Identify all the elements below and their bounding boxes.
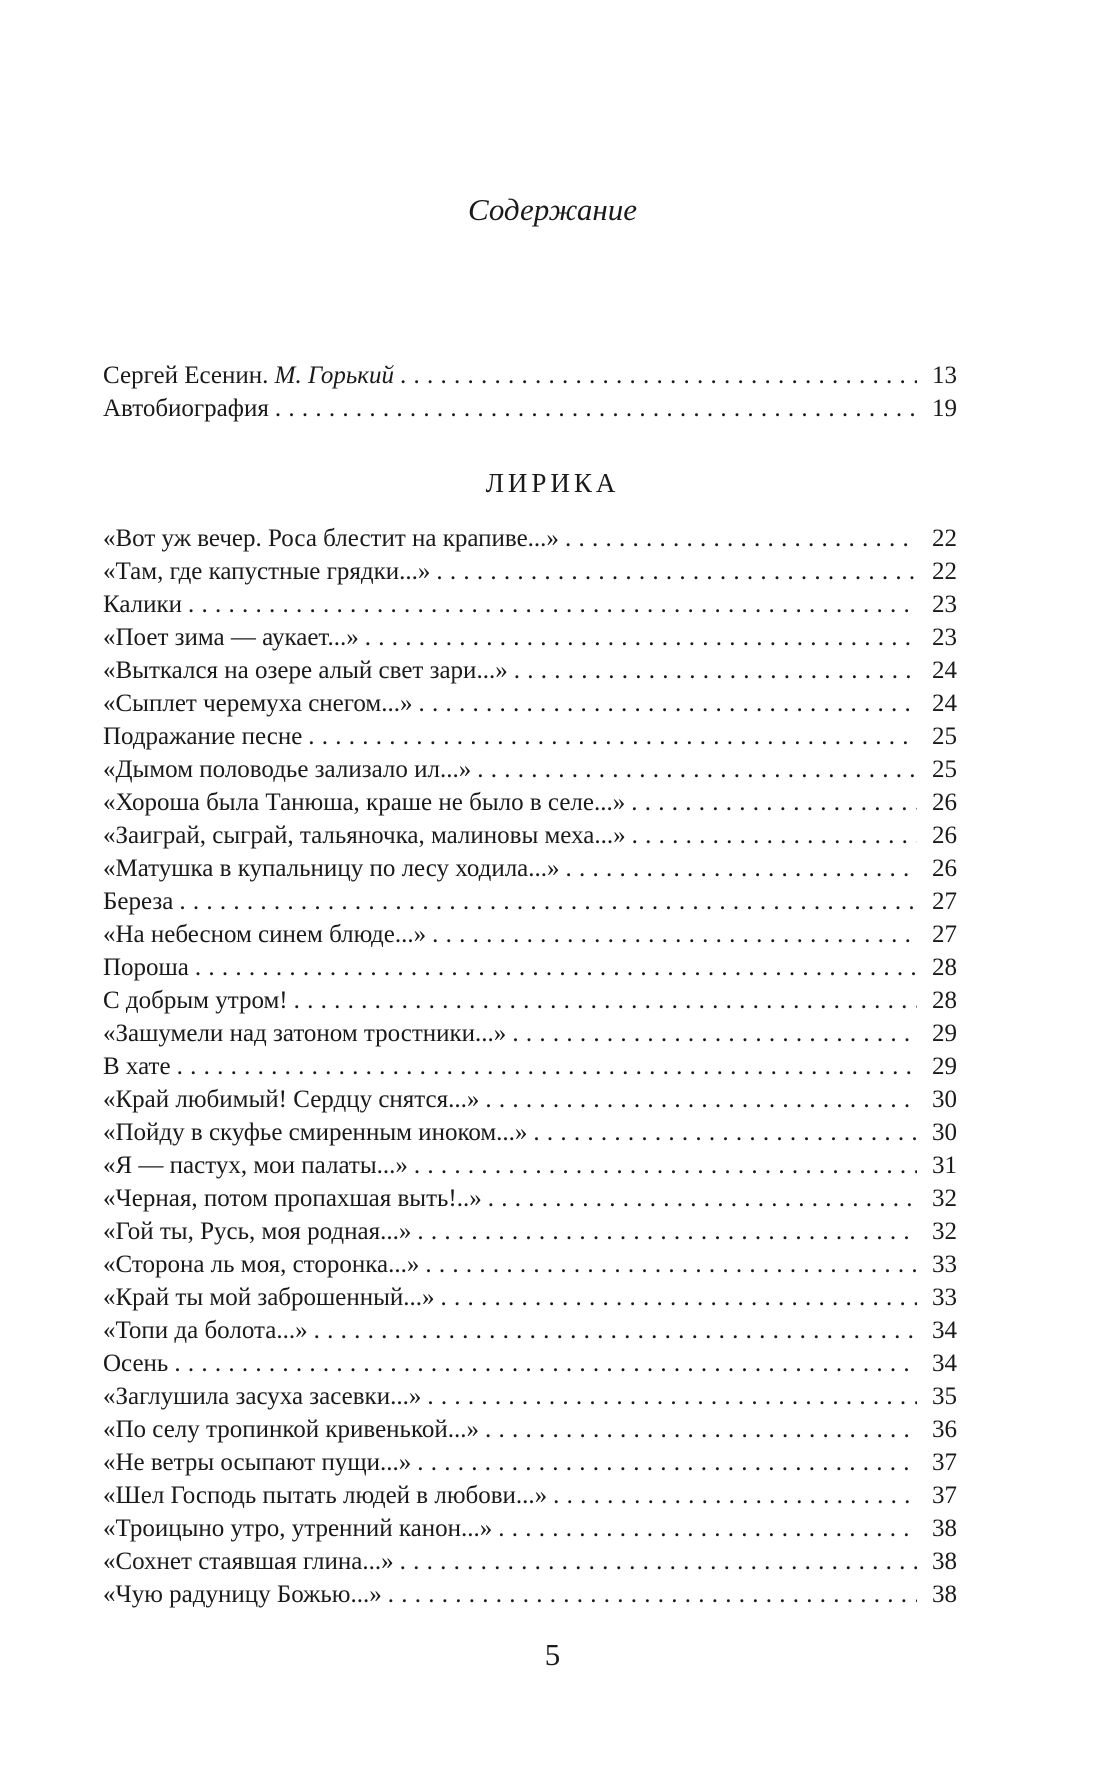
dot-leader [314,1314,917,1347]
toc-entry-page: 38 [932,1581,957,1608]
toc-entry-page: 37 [932,1482,957,1509]
toc-entry [103,1182,957,1215]
dot-leader [436,555,917,588]
toc-entry-page: 37 [932,1449,957,1476]
toc-entry-page: 29 [932,1053,957,1080]
toc-entry [103,1578,957,1611]
toc-entry-page: 23 [932,624,957,651]
toc-entry-title: Береза [103,888,174,915]
dot-leader [417,1446,917,1479]
toc-entry-title: «Край ты мой заброшенный...» [103,1284,435,1311]
dot-leader [419,687,918,720]
dot-leader [414,1149,917,1182]
dot-leader [308,720,917,753]
toc-entry-title: «Топи да болота...» [103,1317,308,1344]
toc-entry-title: «Сыплет черемуха снегом...» [103,690,413,717]
dot-leader [388,1578,917,1611]
toc-entry-title: «На небесном синем блюде...» [103,921,427,948]
toc-entry [103,1116,957,1149]
dot-leader [425,1248,917,1281]
toc-entry-title: «Троицыно утро, утренний канон...» [103,1515,493,1542]
toc-entry [103,819,957,852]
dot-leader [177,1050,917,1083]
dot-leader [553,1479,917,1512]
toc-entry [103,984,957,1017]
toc-entry [103,1512,957,1545]
toc-entry-title: Пороша [103,954,189,981]
toc-entry-page: 22 [932,558,957,585]
toc-entry [103,1479,957,1512]
dot-leader [565,522,917,555]
toc-entry [103,1248,957,1281]
toc-entry-page: 22 [932,525,957,552]
toc-entry-title: «Там, где капустные грядки...» [103,558,431,585]
toc-entry-title: «Матушка в купальницу по лесу ходила...» [103,855,560,882]
toc-entry-page: 32 [932,1185,957,1212]
toc-entry [103,687,957,720]
toc-entry-title: «Край любимый! Сердцу снятся...» [103,1086,480,1113]
toc-entry-title: «Гой ты, Русь, моя родная...» [103,1218,412,1245]
toc-entry-title: «Чую радуницу Божью...» [103,1581,382,1608]
dot-leader [400,1545,917,1578]
toc-entry-page: 31 [932,1152,957,1179]
toc-entry-title: «Выткался на озере алый свет зари...» [103,657,508,684]
toc-entry-page: 33 [932,1284,957,1311]
toc-entry [103,1413,957,1446]
dot-leader [294,984,917,1017]
toc-entry-page: 38 [932,1548,957,1575]
toc-entry-page: 34 [932,1350,957,1377]
toc-entry-title: «Не ветры осыпают пущи...» [103,1449,412,1476]
page-title: Содержание [467,192,638,227]
toc-entry [103,555,957,588]
page-number: 5 [544,1637,561,1672]
toc-entry [103,654,957,687]
toc-entry-page: 26 [932,789,957,816]
dot-leader [631,786,917,819]
toc-entry [103,720,957,753]
toc-entry-title: «Заиграй, сыграй, тальяночка, малиновы меха...» [103,822,626,849]
toc-entry-page: 30 [932,1086,957,1113]
dot-leader [566,852,917,885]
toc-entry-title: «Хороша была Танюша, краше не было в селе...» [103,789,626,816]
toc-entry-page: 27 [932,888,957,915]
toc-entry [103,1281,957,1314]
toc-entry-page: 28 [932,987,957,1014]
toc-entry-title: С добрым утром! [103,987,288,1014]
dot-leader [365,621,917,654]
dot-leader [533,1116,917,1149]
toc-entry [103,1083,957,1116]
toc-entry-page: 23 [932,591,957,618]
toc-entry-page: 26 [932,822,957,849]
dot-leader [400,359,917,392]
toc-entry-title: В хате [103,1053,171,1080]
dot-leader [632,819,917,852]
toc-entry-title: Калики [103,591,183,618]
section-heading: ЛИРИКА [485,468,620,498]
toc-entry [103,1149,957,1182]
toc-entry [103,1380,957,1413]
dot-leader [514,654,917,687]
lyrics-toc [103,522,957,1611]
toc-entry-page: 24 [932,657,957,684]
toc-entry-title: «Зашумели над затоном тростники...» [103,1020,507,1047]
toc-entry-page: 38 [932,1515,957,1542]
toc-entry-title: «Шел Господь пытать людей в любови...» [103,1482,548,1509]
toc-entry-page: 32 [932,1218,957,1245]
toc-entry [103,588,957,621]
toc-entry-page: 25 [932,756,957,783]
toc-entry-page: 19 [932,395,957,422]
toc-entry [103,392,957,425]
toc-entry-title: Осень [103,1350,169,1377]
toc-entry-author: М. Горький [274,362,394,389]
toc-entry-title-text: Сергей Есенин. [103,362,269,389]
toc-entry [103,621,957,654]
toc-entry [103,1050,957,1083]
dot-leader [485,1083,917,1116]
dot-leader [477,753,917,786]
toc-entry-title: «Вот уж вечер. Роса блестит на крапиве...» [103,525,559,552]
toc-entry-page: 30 [932,1119,957,1146]
dot-leader [485,1413,917,1446]
toc-entry [103,1314,957,1347]
toc-entry [103,1017,957,1050]
toc-entry-page: 35 [932,1383,957,1410]
toc-entry-page: 28 [932,954,957,981]
toc-entry-title: «Заглушила засуха засевки...» [103,1383,422,1410]
toc-entry [103,359,957,392]
toc-entry-page: 24 [932,690,957,717]
toc-entry [103,753,957,786]
toc-entry-title: Подражание песне [103,723,303,750]
toc-entry-title: Автобиография [103,395,269,422]
toc-entry [103,1545,957,1578]
toc-entry [103,885,957,918]
toc-entry [103,1215,957,1248]
dot-leader [195,951,917,984]
toc-entry-page: 25 [932,723,957,750]
dot-leader [188,588,917,621]
toc-entry [103,1347,957,1380]
toc-entry [103,852,957,885]
toc-entry [103,522,957,555]
dot-leader [174,1347,917,1380]
dot-leader [275,392,917,425]
toc-entry-page: 29 [932,1020,957,1047]
dot-leader [417,1215,917,1248]
dot-leader [488,1182,917,1215]
toc-entry-page: 13 [932,362,957,389]
toc-entry-page: 27 [932,921,957,948]
toc-entry-title: «Пойду в скуфье смиренным иноком...» [103,1119,528,1146]
toc-entry-title: «Я — пастух, мои палаты...» [103,1152,408,1179]
toc-entry-page: 36 [932,1416,957,1443]
dot-leader [512,1017,917,1050]
toc-entry [103,786,957,819]
dot-leader [498,1512,917,1545]
toc-entry-title: «Дымом половодье зализало ил...» [103,756,472,783]
dot-leader [179,885,917,918]
toc-entry-page: 34 [932,1317,957,1344]
toc-entry-page: 26 [932,855,957,882]
toc-entry [103,918,957,951]
toc-entry-title: «Сторона ль моя, сторонка...» [103,1251,420,1278]
toc-entry-title: «Сохнет стаявшая глина...» [103,1548,394,1575]
dot-leader [432,918,917,951]
toc-entry [103,951,957,984]
toc-entry-title: «Черная, потом пропахшая выть!..» [103,1185,482,1212]
intro-toc [103,359,957,425]
dot-leader [427,1380,917,1413]
dot-leader [441,1281,917,1314]
toc-entry-title: «Поет зима — аукает...» [103,624,359,651]
toc-entry [103,1446,957,1479]
toc-entry-title: «По селу тропинкой кривенькой...» [103,1416,479,1443]
toc-entry-title [103,359,394,392]
toc-entry-page: 33 [932,1251,957,1278]
